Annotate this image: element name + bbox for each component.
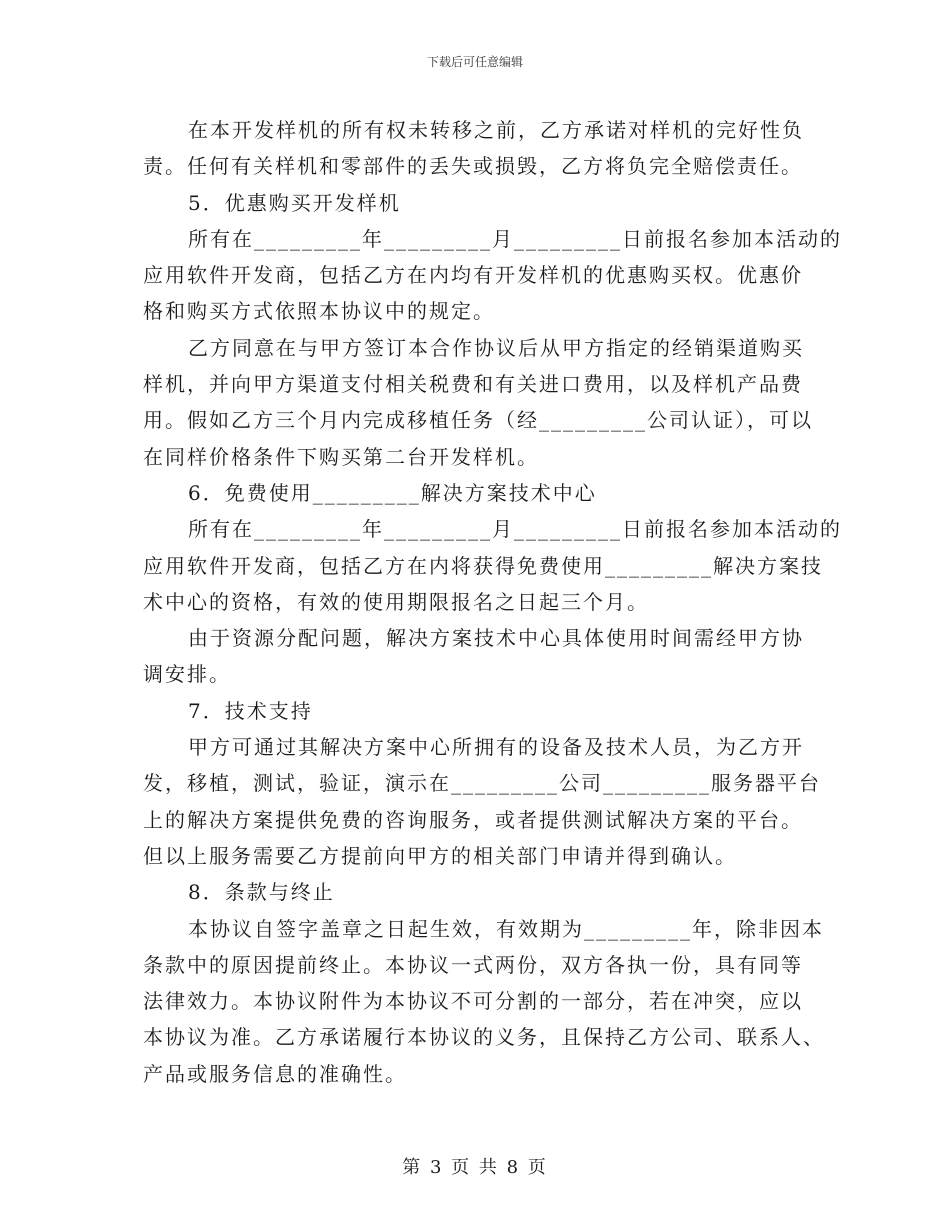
paragraph-line: 格和购买方式依照本协议中的规定。 <box>143 299 495 324</box>
paragraph-line: 但以上服务需要乙方提前向甲方的相关部门申请并得到确认。 <box>143 843 737 868</box>
document-body <box>143 112 842 1092</box>
paragraph-line: 本协议自签字盖章之日起生效，有效期为_________年，除非因本 <box>188 916 824 941</box>
paragraph-line: 本协议为准。乙方承诺履行本协议的义务，且保持乙方公司、联系人、 <box>143 1025 825 1050</box>
paragraph-line: 产品或服务信息的准确性。 <box>143 1061 407 1086</box>
page-footer: 第 3 页 共 8 页 <box>402 1157 548 1178</box>
paragraph-line: 样机，并向甲方渠道支付相关税费和有关进口费用，以及样机产品费 <box>143 372 803 397</box>
paragraph-line: 应用软件开发商，包括乙方在内均有开发样机的优惠购买权。优惠价 <box>143 263 803 288</box>
paragraph-line: 8．条款与终止 <box>188 880 335 905</box>
paragraph-line: 6．免费使用_________解决方案技术中心 <box>188 480 597 505</box>
paragraph-line: 用。假如乙方三个月内完成移植任务（经_________公司认证），可以 <box>143 408 813 433</box>
paragraph-line: 在本开发样机的所有权未转移之前，乙方承诺对样机的完好性负 <box>188 118 804 142</box>
paragraph-line: 应用软件开发商，包括乙方在内将获得免费使用_________解决方案技 <box>143 553 823 578</box>
paragraph-line: 术中心的资格，有效的使用期限报名之日起三个月。 <box>143 589 649 614</box>
paragraph-line: 发，移植，测试，验证，演示在_________公司_________服务器平台 <box>143 771 821 796</box>
paragraph-line: 条款中的原因提前终止。本协议一式两份，双方各执一份，具有同等 <box>143 952 803 977</box>
paragraph-line: 5．优惠购买开发样机 <box>188 190 401 215</box>
paragraph-line: 由于资源分配问题，解决方案技术中心具体使用时间需经甲方协 <box>188 626 804 651</box>
paragraph-line: 上的解决方案提供免费的咨询服务，或者提供测试解决方案的平台。 <box>143 807 803 832</box>
paragraph-line: 调安排。 <box>143 662 231 687</box>
paragraph-line: 所有在_________年_________月_________日前报名参加本活动的 <box>188 517 842 542</box>
paragraph-line: 所有在_________年_________月_________日前报名参加本活动的 <box>188 226 842 251</box>
page-header: 下载后可任意编辑 <box>426 55 523 69</box>
paragraph-line: 7．技术支持 <box>188 698 313 723</box>
paragraph-line: 在同样价格条件下购买第二台开发样机。 <box>143 444 539 469</box>
paragraph-line: 法律效力。本协议附件为本协议不可分割的一部分，若在冲突，应以 <box>143 989 803 1014</box>
paragraph-line: 乙方同意在与甲方签订本合作协议后从甲方指定的经销渠道购买 <box>188 335 804 360</box>
paragraph-line: 甲方可通过其解决方案中心所拥有的设备及技术人员，为乙方开 <box>188 735 804 760</box>
paragraph-line: 责。任何有关样机和零部件的丢失或损毁，乙方将负完全赔偿责任。 <box>143 154 803 179</box>
